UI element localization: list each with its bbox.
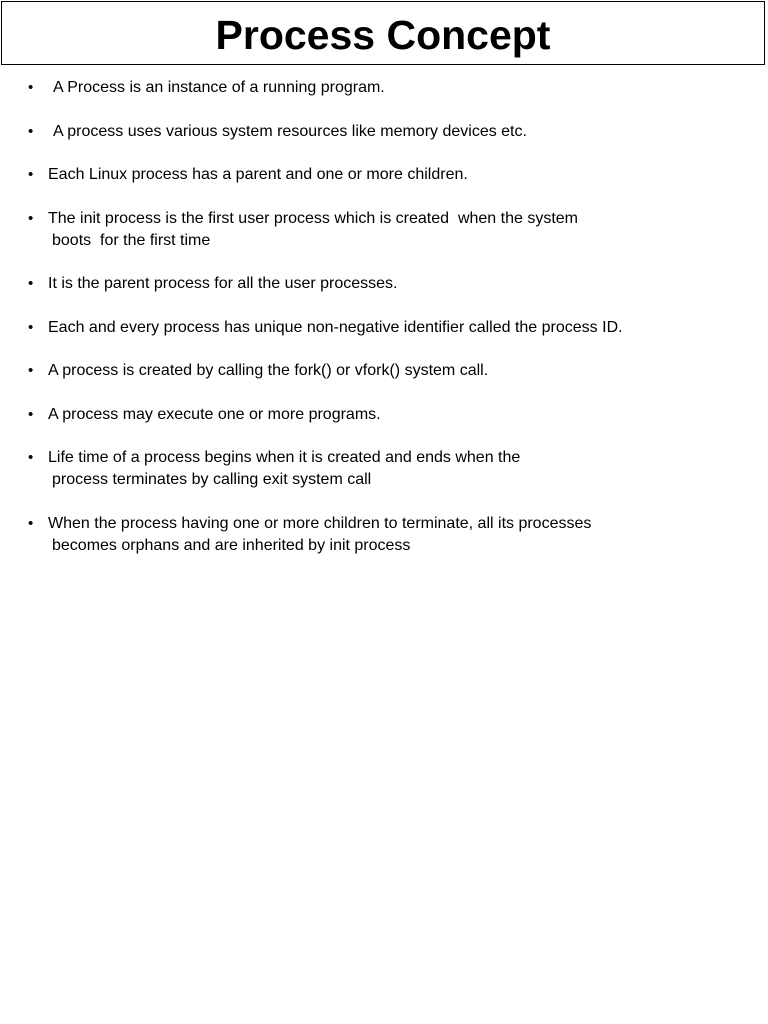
bullet-text: A process is created by calling the fork() or vfork() system call. xyxy=(48,362,489,379)
bullet-icon: • xyxy=(28,79,34,96)
bullet-list xyxy=(0,77,768,578)
title-box xyxy=(1,1,765,65)
bullet-text-continuation: process terminates by calling exit system call xyxy=(52,471,372,488)
bullet-text-continuation: boots for the first time xyxy=(52,231,211,249)
list-item xyxy=(0,77,768,99)
bullet-icon: • xyxy=(28,209,34,227)
bullet-text: A Process is an instance of a running program. xyxy=(53,79,385,96)
list-item xyxy=(0,164,768,186)
list-item xyxy=(0,317,768,339)
bullet-text: Life time of a process begins when it is created and ends when the xyxy=(48,449,521,466)
list-item xyxy=(0,360,768,382)
bullet-icon: • xyxy=(28,362,34,379)
bullet-icon: • xyxy=(28,318,34,336)
list-item xyxy=(0,447,768,491)
bullet-icon: • xyxy=(28,166,34,183)
bullet-icon: • xyxy=(28,449,34,466)
bullet-icon: • xyxy=(28,405,34,423)
bullet-text: Each Linux process has a parent and one or more children. xyxy=(48,166,468,183)
bullet-text: Each and every process has unique non-negative identifier called the process ID. xyxy=(48,318,623,336)
list-item xyxy=(0,404,768,426)
bullet-text-continuation: becomes orphans and are inherited by init process xyxy=(52,536,411,554)
bullet-icon: • xyxy=(28,514,34,532)
bullet-text: A process uses various system resources like memory devices etc. xyxy=(53,122,527,140)
bullet-text: When the process having one or more children to terminate, all its processes xyxy=(48,514,592,532)
list-item xyxy=(0,273,768,295)
list-item xyxy=(0,513,768,557)
bullet-text: The init process is the first user process which is created when the system xyxy=(48,209,578,227)
bullet-text: It is the parent process for all the user processes. xyxy=(48,275,398,292)
bullet-text: A process may execute one or more programs. xyxy=(48,405,381,423)
list-item xyxy=(0,121,768,143)
bullet-icon: • xyxy=(28,122,34,140)
list-item xyxy=(0,208,768,252)
bullet-icon: • xyxy=(28,275,34,292)
page-title: Process Concept xyxy=(215,11,551,58)
